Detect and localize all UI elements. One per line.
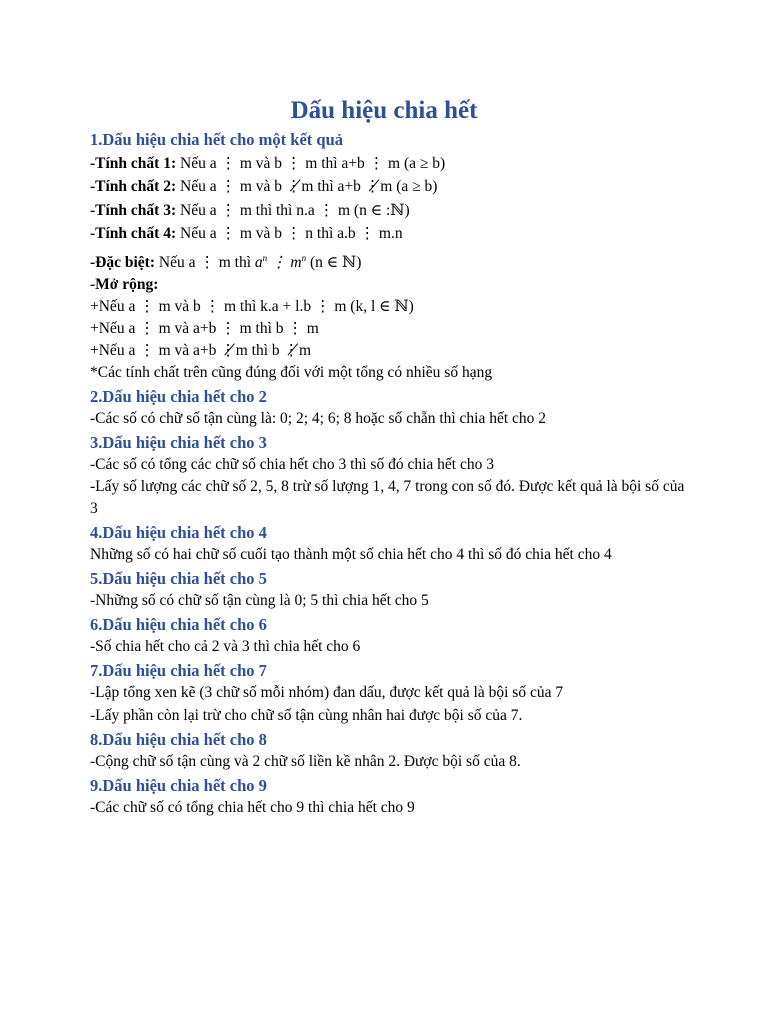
special-case-text-post: (n ∈ ℕ) — [306, 253, 362, 271]
section-2-heading: 2.Dấu hiệu chia hết cho 2 — [90, 386, 267, 406]
section-6-heading: 6.Dấu hiệu chia hết cho 6 — [90, 614, 267, 634]
property-2 — [90, 176, 690, 198]
section-2-line-1: -Các số có chữ số tận cùng là: 0; 2; 4; 6; 8 hoặc số chẵn thì chia hết cho 2 — [90, 409, 547, 427]
section-6-line-1: -Số chia hết cho cả 2 và 3 thì chia hết cho 6 — [90, 637, 361, 655]
section-4-heading: 4.Dấu hiệu chia hết cho 4 — [90, 522, 267, 542]
section-7-line-1: -Lập tổng xen kẽ (3 chữ số mỗi nhóm) đan dấu, được kết quả là bội số của 7 — [90, 683, 564, 701]
property-4-label: -Tính chất 4: — [90, 225, 177, 242]
extension-label — [90, 274, 690, 296]
property-1-label: -Tính chất 1: — [90, 154, 177, 172]
section-4-line-1: Những số có hai chữ số cuối tạo thành một số chia hết cho 4 thì số đó chia hết cho 4 — [90, 545, 612, 563]
section-5-heading: 5.Dấu hiệu chia hết cho 5 — [90, 568, 267, 588]
section-9-line-1: -Các chữ số có tổng chia hết cho 9 thì chia hết cho 9 — [90, 799, 415, 817]
note: *Các tính chất trên cũng đúng đối với một tổng có nhiều số hạng — [90, 363, 493, 381]
special-case-text-pre: Nếu a ⋮ m thì — [155, 253, 255, 271]
special-case — [90, 247, 690, 274]
property-3-label: -Tính chất 3: — [90, 201, 177, 219]
section-9-heading: 9.Dấu hiệu chia hết cho 9 — [90, 776, 267, 796]
formula-base-m: m — [290, 253, 302, 271]
extension-3: +Nếu a ⋮ m và a+b ⋮̸m thì b ⋮̸m — [90, 341, 312, 359]
document-title: Dấu hiệu chia hết — [290, 97, 478, 124]
section-1-heading: 1.Dấu hiệu chia hết cho một kết quả — [90, 130, 344, 149]
section-5-line-1: -Những số có chữ số tận cùng là 0; 5 thì chia hết cho 5 — [90, 591, 429, 609]
section-8-line-1: -Cộng chữ số tận cùng và 2 chữ số liền kề nhân 2. Được bội số của 8. — [90, 753, 521, 771]
property-3-text: Nếu a ⋮ m thì thì n.a ⋮ m (n ∈ :ℕ) — [176, 201, 410, 219]
extension-label-text: -Mở rộng: — [90, 275, 159, 293]
section-7-line-2: -Lấy phần còn lại trừ cho chữ số tận cùng nhân hai được bội số của 7. — [90, 707, 523, 725]
document-body — [90, 128, 690, 819]
property-2-label: -Tính chất 2: — [90, 178, 177, 195]
section-3-line-2: -Lấy số lượng các chữ số 2, 5, 8 trừ số lượng 1, 4, 7 trong con số đó. Được kết quả là bội số của 3 — [90, 477, 685, 517]
property-1-text: Nếu a ⋮ m và b ⋮ m thì a+b ⋮ m (a ≥ b) — [176, 154, 446, 172]
property-4 — [90, 223, 690, 245]
formula-base-a: a — [254, 253, 263, 271]
property-3 — [90, 200, 690, 222]
property-4-text: Nếu a ⋮ m và b ⋮ n thì a.b ⋮ m.n — [176, 225, 403, 242]
special-case-label: -Đặc biệt: — [90, 253, 155, 271]
formula-divides: ⋮ — [267, 253, 291, 271]
special-case-formula — [255, 254, 306, 271]
section-8-heading: 8.Dấu hiệu chia hết cho 8 — [90, 730, 267, 750]
extension-1: +Nếu a ⋮ m và b ⋮ m thì k.a + l.b ⋮ m (k, l ∈ ℕ) — [90, 297, 414, 315]
section-3-heading: 3.Dấu hiệu chia hết cho 3 — [90, 432, 267, 452]
property-1 — [90, 153, 690, 175]
section-7-heading: 7.Dấu hiệu chia hết cho 7 — [90, 660, 267, 680]
formula-exp-m: n — [301, 252, 307, 263]
section-3-line-1: -Các số có tổng các chữ số chia hết cho 3 thì số đó chia hết cho 3 — [90, 455, 494, 473]
extension-2: +Nếu a ⋮ m và a+b ⋮ m thì b ⋮ m — [90, 319, 319, 337]
formula-exp-a: n — [262, 252, 268, 263]
property-2-text: Nếu a ⋮ m và b ⋮̸m thì a+b ⋮̸m (a ≥ b) — [176, 178, 438, 195]
